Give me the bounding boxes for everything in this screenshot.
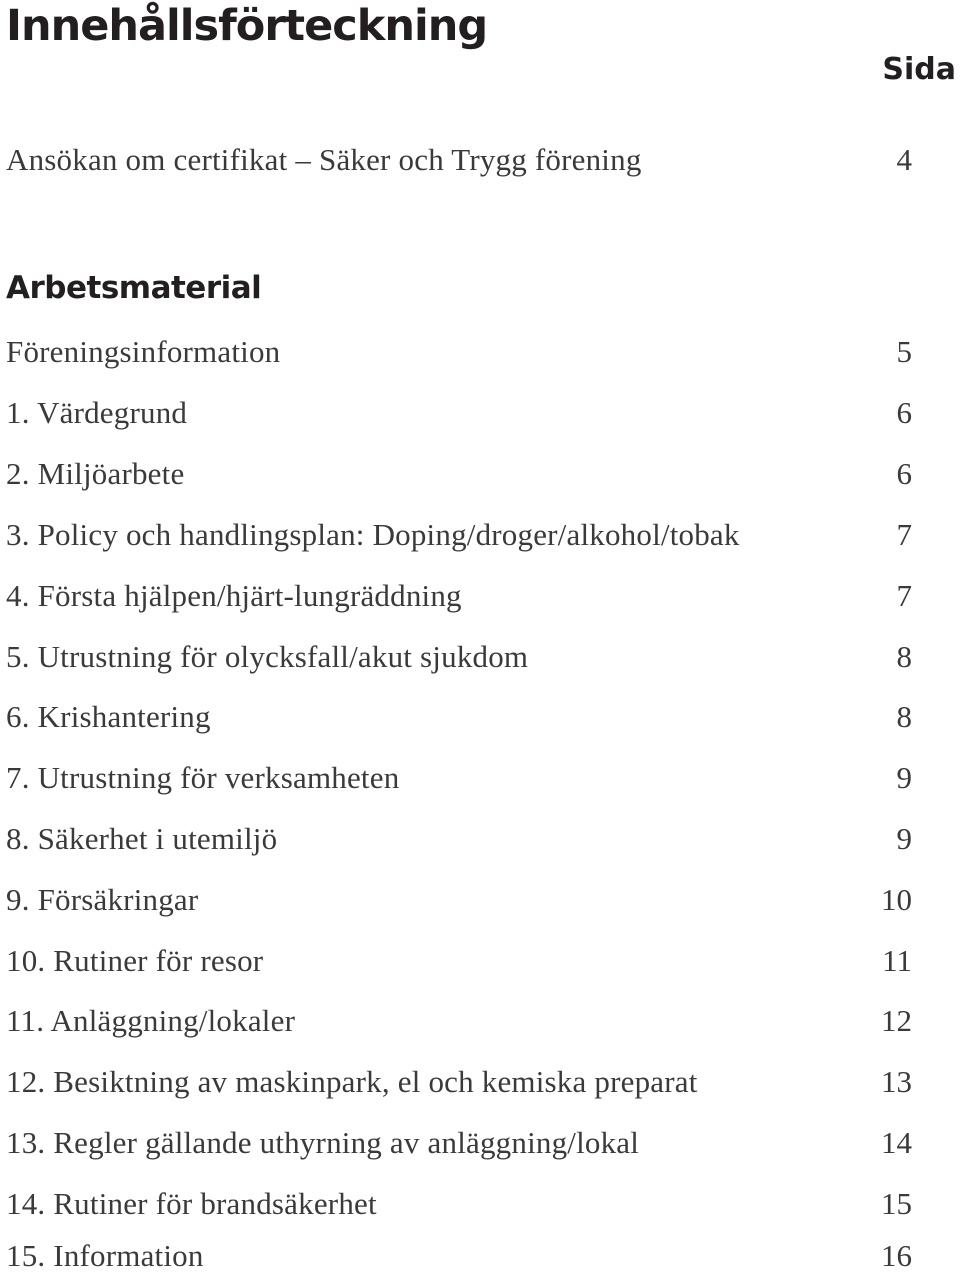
toc-entry-page: 10 [881,882,912,917]
toc-entry-page: 8 [896,639,912,674]
toc-entry-label: 13. Regler gällande uthyrning av anläggning/lokal [6,1125,640,1160]
toc-entry-page: 9 [896,821,912,856]
toc-entry-label: 14. Rutiner för brandsäkerhet [6,1186,377,1221]
toc-entry-label: 6. Krishantering [6,699,211,734]
toc-entry-label: 11. Anläggning/lokaler [6,1003,296,1038]
toc-entry-label: 5. Utrustning för olycksfall/akut sjukdom [6,639,529,674]
toc-entry-label: Föreningsinformation [6,334,281,369]
toc-entry-label: 9. Försäkringar [6,882,199,917]
toc-entry [6,452,912,496]
toc-entry [6,635,912,679]
toc-entry [6,1182,912,1226]
toc-entry-page: 11 [882,943,912,978]
toc-entry-label: 3. Policy och handlingsplan: Doping/droger/alkohol/tobak [6,517,740,552]
toc-entry-label: 7. Utrustning för verksamheten [6,760,400,795]
toc-entry-label: 12. Besiktning av maskinpark, el och kemiska preparat [6,1064,698,1099]
toc-entry-page: 9 [896,760,912,795]
toc-entry [6,878,912,922]
toc-entry-label: 2. Miljöarbete [6,456,185,491]
toc-entry [6,391,912,435]
toc-entry [6,1234,912,1278]
toc-entry-page: 14 [881,1125,912,1160]
toc-entry-page: 7 [896,578,912,613]
toc-entry-page: 7 [896,517,912,552]
toc-entry [6,695,912,739]
toc-entry [6,939,912,983]
toc-entry-page: 15 [881,1186,912,1221]
toc-entry [6,1121,912,1165]
toc-entry-page: 13 [881,1064,912,1099]
toc-entry-label: 10. Rutiner för resor [6,943,264,978]
section-heading: Arbetsmaterial [6,270,262,306]
toc-entry-page: 5 [896,334,912,369]
toc-entry [6,756,912,800]
toc-entry-label: 1. Värdegrund [6,395,188,430]
toc-entry-page: 6 [896,456,912,491]
toc-entry [6,574,912,618]
toc-entry [6,1060,912,1104]
toc-entry [6,513,912,557]
toc-entry-page: 6 [896,395,912,430]
toc-entry [6,999,912,1043]
toc-entry-intro [6,138,912,182]
page-title: Innehållsförteckning [6,1,488,51]
toc-entry-page: 12 [881,1003,912,1038]
page-column-label: Sida [882,52,956,87]
toc-entry [6,817,912,861]
toc-entry-page: 4 [896,142,912,177]
toc-entry-label: 15. Information [6,1238,204,1273]
toc-entry [6,330,912,374]
toc-entry-label: 4. Första hjälpen/hjärt-lungräddning [6,578,462,613]
toc-entry-page: 8 [896,699,912,734]
toc-entry-page: 16 [881,1238,912,1273]
toc-entry-label: Ansökan om certifikat – Säker och Trygg förening [6,142,642,177]
toc-entry-label: 8. Säkerhet i utemiljö [6,821,278,856]
